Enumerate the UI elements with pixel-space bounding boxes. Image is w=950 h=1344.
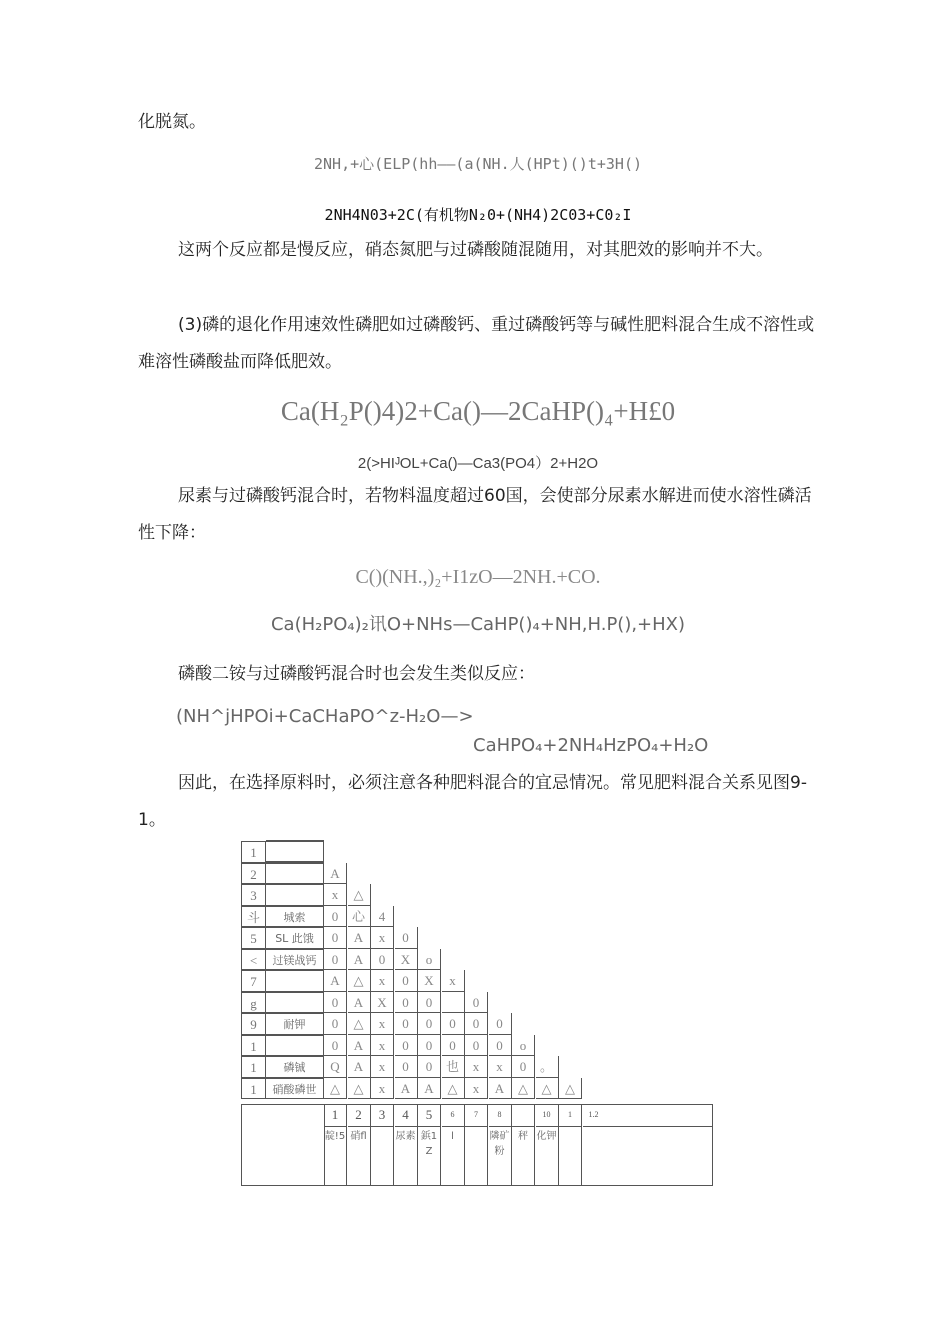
table-column-number: 10 [536,1104,559,1126]
table-row-label [266,992,324,1014]
table-cell-mark: X [418,970,441,992]
table-column-name [559,1126,582,1186]
table-cell-mark: x [371,1056,394,1078]
table-column-number: 4 [395,1104,418,1126]
table-column-name: 靛!5 [324,1126,347,1186]
table-cell-mark: △ [512,1078,535,1100]
table-row-label: 过镁战钙 [266,949,324,971]
table-column-number: 1 [559,1104,582,1126]
table-row-number: 5 [241,927,266,949]
table-row-number: 2 [241,863,266,885]
table-cell-mark: 也 [442,1056,465,1078]
table-cell-mark: A [324,970,347,992]
table-column-name [465,1126,488,1186]
table-cell-mark: x [371,927,394,949]
table-row-label [266,970,324,992]
table-cell-mark: 0 [395,1035,418,1057]
table-cell-mark: x [324,884,347,906]
table-cell-mark: A [348,927,371,949]
table-cell-mark: 0 [442,1035,465,1057]
table-cell-mark: X [371,992,394,1014]
table-cell-mark: x [371,970,394,992]
table-column-name [371,1126,394,1186]
paragraph-conclusion: 因此，在选择原料时，必须注意各种肥料混合的宜忌情况。常见肥料混合关系见图9-1。 [138,773,807,830]
table-cell-mark: △ [559,1078,582,1100]
table-column-name: 化钾 [536,1126,559,1186]
table-column-number: 1.2 [588,1110,599,1119]
table-cell-mark: △ [324,1078,347,1100]
equation-6: Ca(H₂PO₄)₂讯O+NHs—CaHP()₄+NH,H.P(),+HX) [270,614,686,635]
table-column-name [583,1126,714,1186]
table-cell-mark: 0 [418,992,441,1014]
table-row-number: g [241,992,266,1014]
equation-4: 2(>HIᴶOL+Ca()—Ca3(PO4）2+H2O [357,455,599,472]
table-cell-mark [442,992,465,1014]
table-cell-mark: A [418,1078,441,1100]
table-cell-mark: 0 [324,1013,347,1035]
table-cell-mark: 0 [489,1035,512,1057]
table-cell-mark: X [395,949,418,971]
equation-7-line2: CaHPO₄+2NH₄HzPO₄+H₂O [473,735,709,756]
table-row-label: 磷铖 [266,1056,324,1078]
table-cell-mark: 0 [395,992,418,1014]
table-row-number: < [241,949,266,971]
table-column-name: 硝fl [348,1126,371,1186]
table-cell-mark: 0 [442,1013,465,1035]
table-cell-mark: x [371,1035,394,1057]
table-cell-mark: x [465,1078,488,1100]
table-cell-mark: 0 [465,992,488,1014]
table-cell-mark: A [395,1078,418,1100]
equation-7-line1: (NH^jHPOi+CaCHaPO^z-H₂O—> [176,706,474,727]
paragraph-dap: 磷酸二铵与过磷酸钙混合时也会发生类似反应： [178,664,535,684]
table-cell-mark: 0 [489,1013,512,1035]
table-cell-mark: 0 [395,927,418,949]
table-column-name: 隣矿粉 [489,1126,512,1186]
table-column-number: 5 [418,1104,441,1126]
table-cell-mark: 0 [512,1056,535,1078]
table-cell-mark: x [489,1056,512,1078]
table-row-label: SL 此饿 [266,927,324,949]
table-cell-mark: 0 [395,970,418,992]
table-cell-mark: A [324,863,347,885]
table-cell-mark: 0 [324,906,347,928]
table-column-number: 2 [348,1104,371,1126]
paragraph-urea: 尿素与过磷酸钙混合时，若物料温度超过60国，会使部分尿素水解进而使水溶性磷活性下降： [138,486,812,543]
table-top-caption-cell [266,840,324,862]
table-cell-mark: △ [348,884,371,906]
table-column-number: 3 [371,1104,394,1126]
table-column-number: 1 [324,1104,347,1126]
table-row-number: 1 [241,841,266,863]
table-row-number: 1 [241,1035,266,1057]
table-cell-mark: A [348,1056,371,1078]
table-cell-mark: 0 [324,992,347,1014]
table-cell-mark: 0 [418,1035,441,1057]
table-cell-mark: 。 [536,1056,559,1078]
table-row-label [266,884,324,906]
table-cell-mark: o [418,949,441,971]
table-cell-mark: Q [324,1056,347,1078]
table-column-name: 秤 [512,1126,535,1186]
table-row-number: 1 [241,1056,266,1078]
table-cell-mark: 0 [395,1056,418,1078]
table-cell-mark: A [489,1078,512,1100]
table-column-number [512,1104,535,1126]
table-cell-mark: 0 [395,1013,418,1035]
table-cell-mark: △ [442,1078,465,1100]
table-row-number: 9 [241,1013,266,1035]
table-row-label: 耐钾 [266,1013,324,1035]
equation-3: Ca(H₂P()4)2+Ca()—2CaHP()₄+H£0 [280,396,676,426]
table-cell-mark: 0 [324,927,347,949]
paragraph-slow-reaction: 这两个反应都是慢反应，硝态氮肥与过磷酸随混随用，对其肥效的影响并不大。 [178,240,773,260]
table-cell-mark: 0 [465,1013,488,1035]
table-column-number: 7 [465,1104,488,1126]
table-column-number: 6 [442,1104,465,1126]
table-cell-mark: 0 [324,1035,347,1057]
equation-1: 2NH,+心(ELP(hh——(a(NH.人(HPt)()t+3H() [313,155,642,173]
table-column-number: 8 [489,1104,512,1126]
table-row-number: 7 [241,970,266,992]
table-row-label: 硝酸磷世 [266,1078,324,1100]
table-cell-mark: △ [348,1013,371,1035]
table-row-label [266,863,324,885]
table-cell-mark: x [465,1056,488,1078]
table-cell-mark: x [371,1013,394,1035]
table-cell-mark: 心 [348,906,371,928]
table-cell-mark: x [371,1078,394,1100]
table-cell-mark: △ [348,970,371,992]
table-cell-mark: △ [348,1078,371,1100]
table-divider [324,1104,325,1186]
table-row-label: 城索 [266,906,324,928]
table-cell-mark: A [348,949,371,971]
table-row-number: 3 [241,884,266,906]
table-cell-mark: o [512,1035,535,1057]
table-cell-mark: 0 [418,1013,441,1035]
fertilizer-mix-table [241,840,713,1186]
table-cell-mark: 0 [465,1035,488,1057]
table-cell-mark: 0 [371,949,394,971]
table-row-label [266,1035,324,1057]
table-column-name: 尿素 [395,1126,418,1186]
equation-2: 2NH4N03+2C(有机物N₂0+(NH4)2C03+C0₂I [324,206,632,224]
table-column-name: 鋲1Z [418,1126,441,1186]
table-cell-mark: x [442,970,465,992]
table-column-name: l [442,1126,465,1186]
table-cell-mark: 0 [324,949,347,971]
paragraph-intro: 化脱氮。 [138,112,206,132]
table-cell-mark: A [348,992,371,1014]
table-cell-mark: A [348,1035,371,1057]
table-row-number: 斗 [241,906,266,928]
table-cell-mark: 0 [418,1056,441,1078]
table-row-number: 1 [241,1078,266,1100]
paragraph-phosphorus-degradation: (3)磷的退化作用速效性磷肥如过磷酸钙、重过磷酸钙等与碱性肥料混合生成不溶性或难溶性磷酸盐而降低肥效。 [138,315,815,372]
table-cell-mark: 4 [371,906,394,928]
table-cell-mark: △ [536,1078,559,1100]
equation-5: C()(NH.,)₂+I1zO—2NH.+CO. [355,566,601,588]
